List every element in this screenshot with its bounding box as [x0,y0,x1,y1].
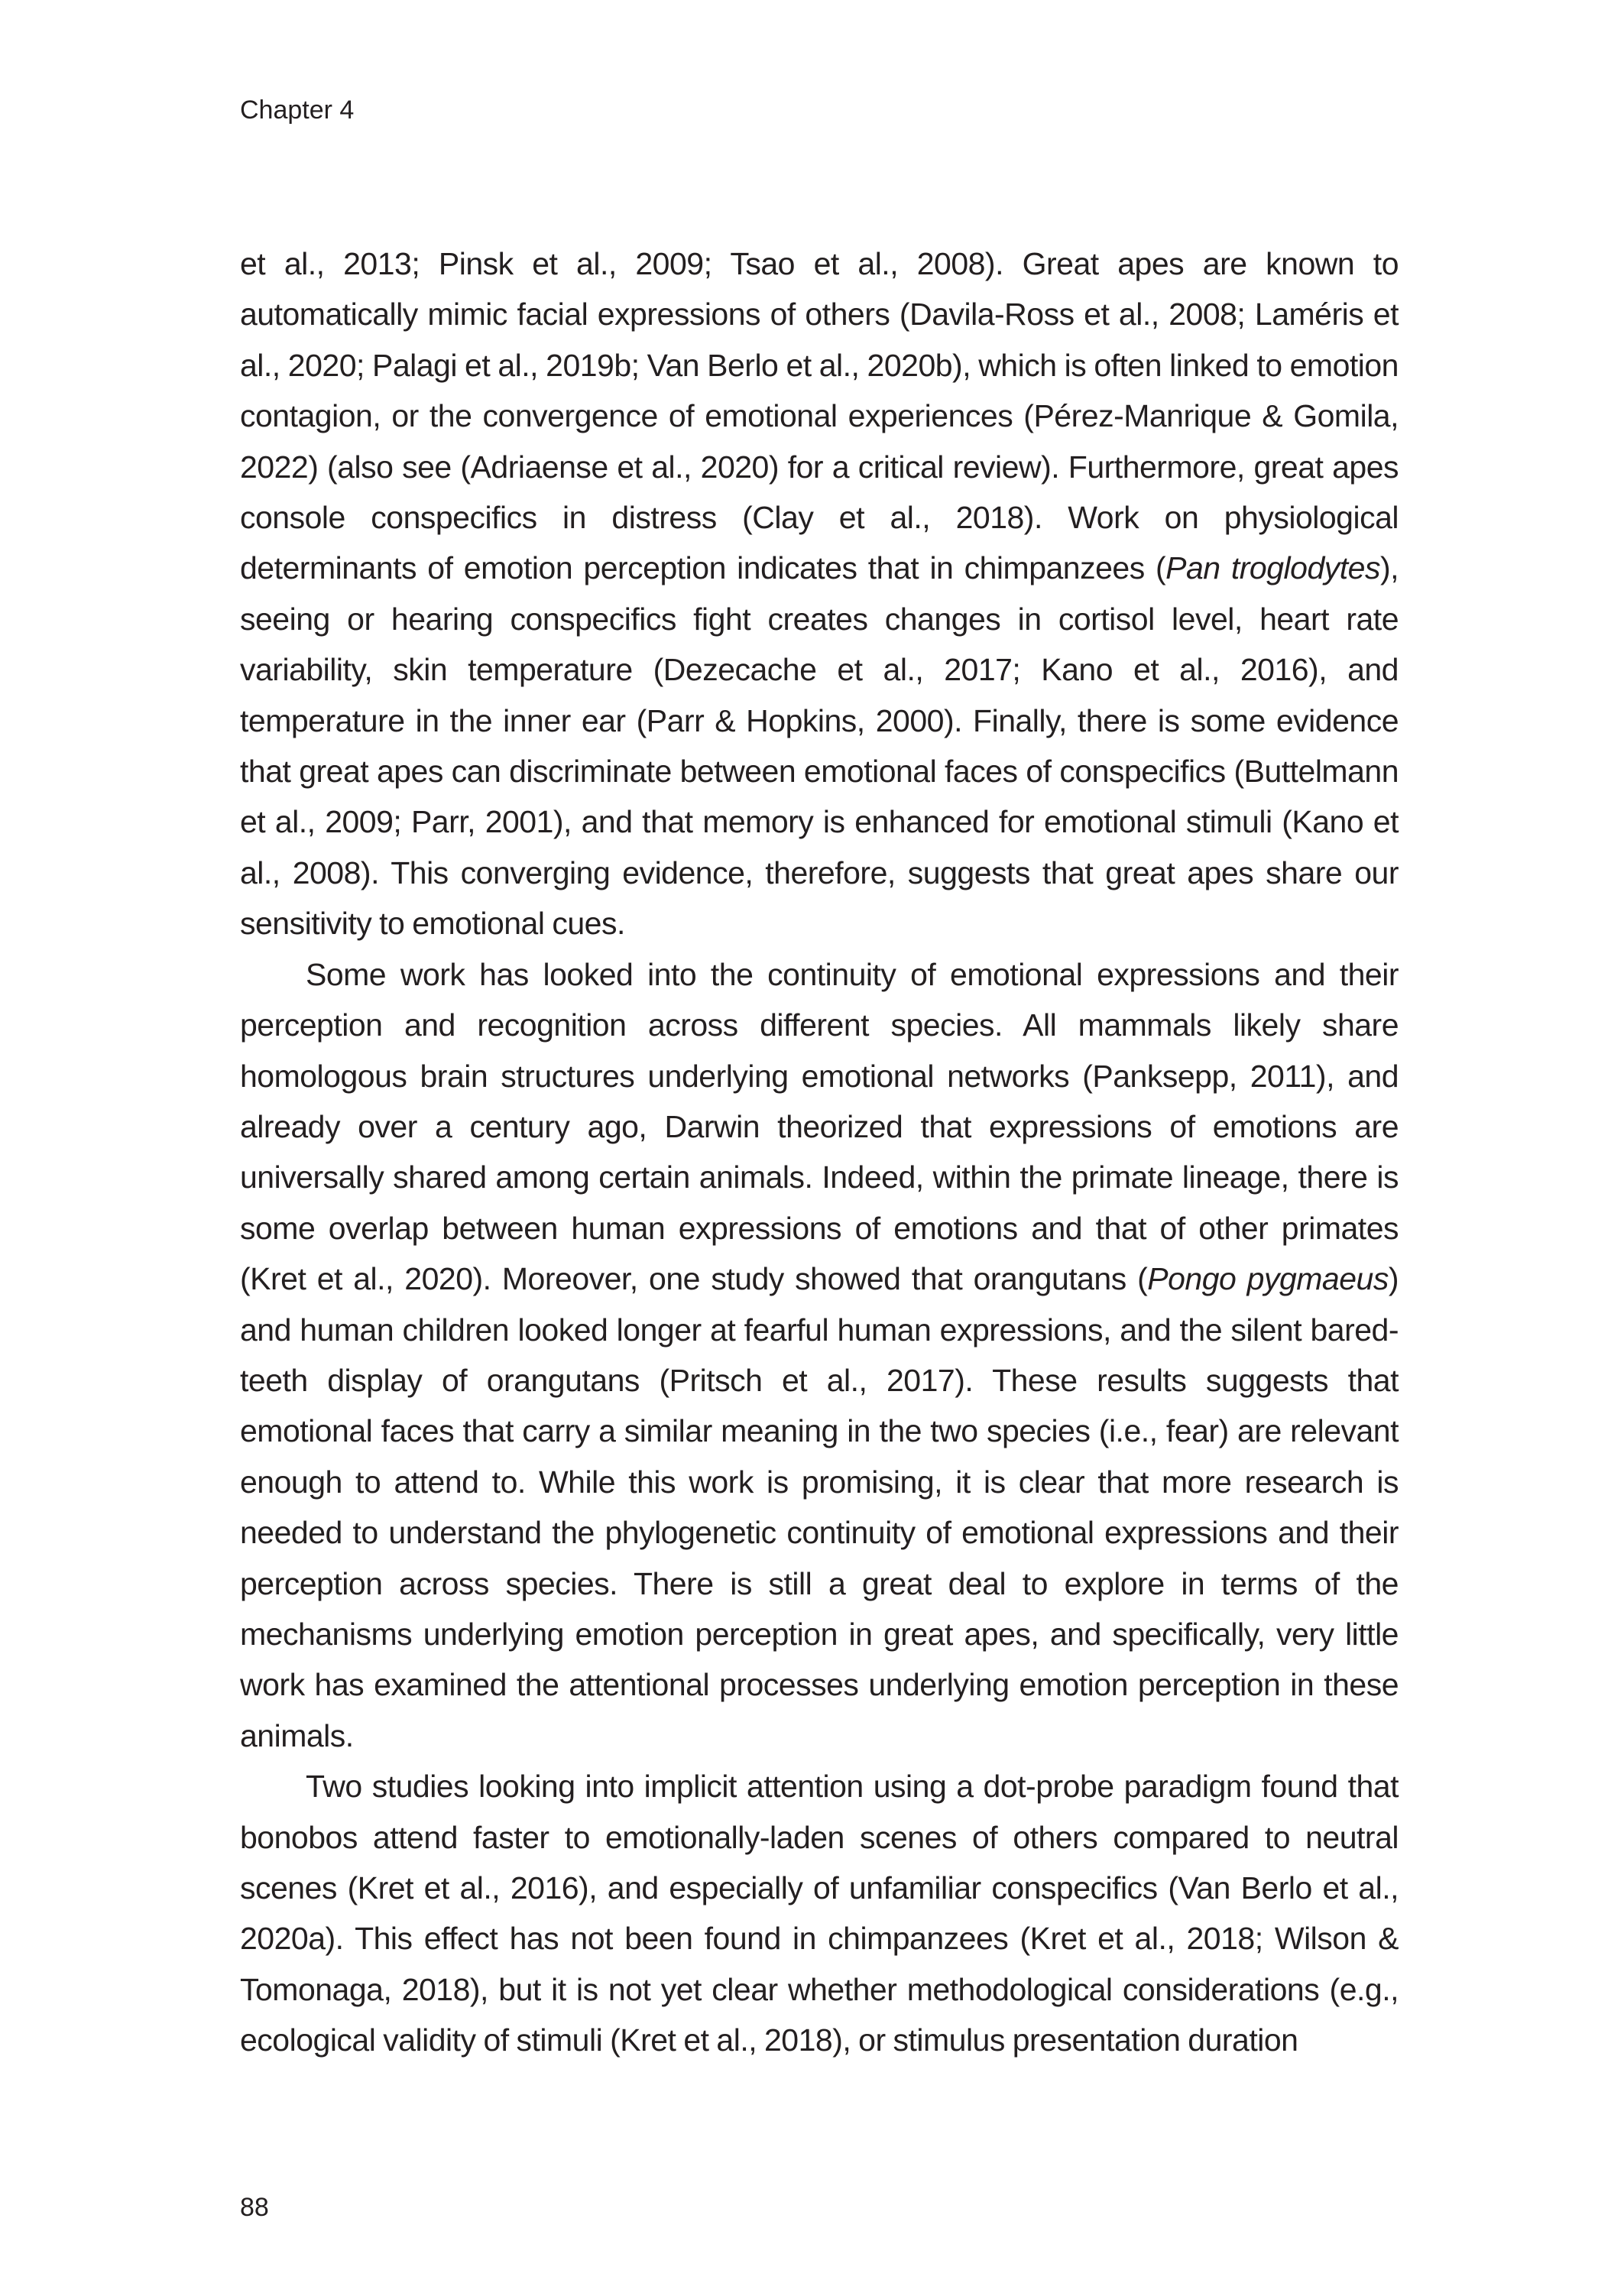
page-number: 88 [240,2193,269,2222]
text-segment: ) and human children looked longer at fearful human expressions, and the silent bared-teeth display of orangutans (Pritsch et al., 2017). These results suggests that emotional faces that carry a similar meaning in the two species (i.e., fear) are relevant enough to attend to. While this work is promising, it is clear that more research is needed to understand the phylogenetic continuity of emotional expressions and their perception across species. There is still a great deal to explore in terms of the mechanisms underlying emotion perception in great apes, and specifically, very little work has examined the attentional processes underlying emotion perception in these animals. [240,1261,1399,1753]
body-text [240,238,1399,2066]
paragraph-1 [240,238,1399,949]
species-name-italic: Pongo pygmaeus [1147,1261,1389,1297]
paragraph-3 [240,1761,1399,2065]
text-segment: Two studies looking into implicit attention using a dot-probe paradigm found that bonobos attend faster to emotionally-laden scenes of others compared to neutral scenes (Kret et al., 2016), and especially of unfamiliar conspecifics (Van Berlo et al., 2020a). This effect has not been found in chimpanzees (Kret et al., 2018; Wilson & Tomonaga, 2018), but it is not yet clear whether methodological considerations (e.g., ecological validity of stimuli (Kret et al., 2018), or stimulus presentation duration [240,1769,1399,2058]
text-segment: Some work has looked into the continuity of emotional expressions and their perception and recognition across different species. All mammals likely share homologous brain structures underlying emotional networks (Panksepp, 2011), and already over a century ago, Darwin theorized that expressions of emotions are universally shared among certain animals. Indeed, within the primate lineage, there is some overlap between human expressions of emotions and that of other primates (Kret et al., 2020). Moreover, one study showed that orangutans ( [240,956,1399,1297]
text-segment: et al., 2013; Pinsk et al., 2009; Tsao et al., 2008). Great apes are known to automatically mimic facial expressions of others (Davila-Ross et al., 2008; Laméris et al., 2020; Palagi et al., 2019b; Van Berlo et al., 2020b), which is often linked to emotion contagion, or the convergence of emotional experiences (Pérez-Manrique & Gomila, 2022) (also see (Adriaense et al., 2020) for a critical review). Furthermore, great apes console conspecifics in distress (Clay et al., 2018). Work on physiological determinants of emotion perception indicates that in chimpanzees ( [240,246,1399,586]
running-head: Chapter 4 [240,96,355,125]
text-segment: ), seeing or hearing conspecifics fight creates changes in cortisol level, heart rate variability, skin temperature (Dezecache et al., 2017; Kano et al., 2016), and temperature in the inner ear (Parr & Hopkins, 2000). Finally, there is some evidence that great apes can discriminate between emotional faces of conspecifics (Buttelmann et al., 2009; Parr, 2001), and that memory is enhanced for emotional stimuli (Kano et al., 2008). This converging evidence, therefore, suggests that great apes share our sensitivity to emotional cues. [240,550,1399,942]
paragraph-2 [240,949,1399,1762]
species-name-italic: Pan troglodytes [1165,550,1380,586]
